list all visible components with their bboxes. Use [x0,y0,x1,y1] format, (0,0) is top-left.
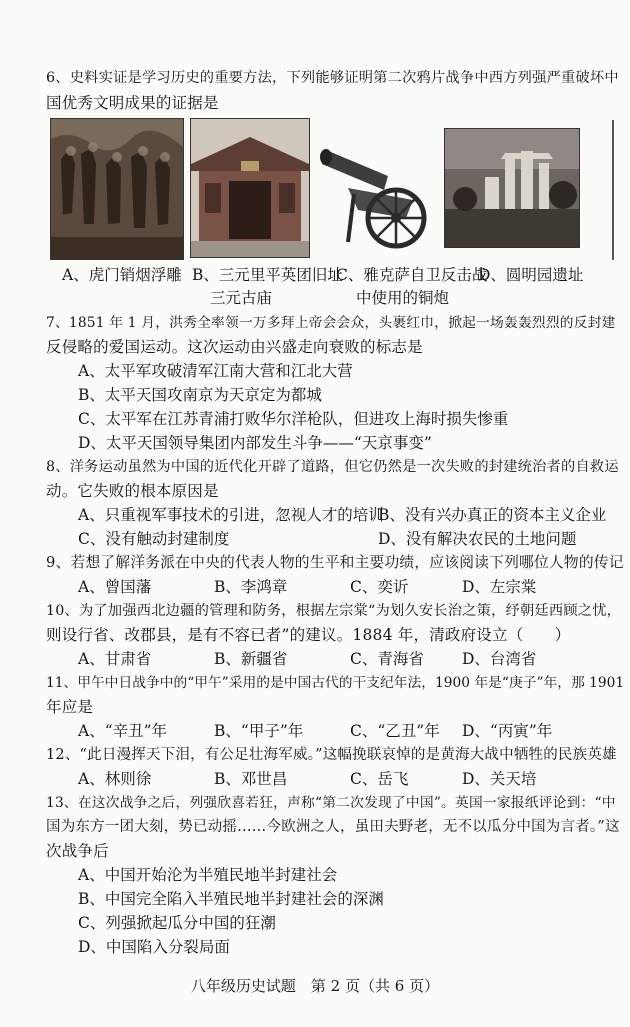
q11-stem-line1: 11、甲午中日战争中的“甲午”采用的是中国古代的干支纪年法，1900 年是“庚子”年，那 1901 [46,675,625,691]
q12-stem: 12、“此日漫挥天下泪，有公足壮海军威。”这幅挽联哀悼的是黄海大战中牺牲的民族英雄 [46,747,617,763]
q6-option-c-line2: 中使用的铜炮 [356,289,450,307]
q13-option-c: C、列强掀起瓜分中国的狂潮 [78,914,276,932]
q6-option-a: A、虎门销烟浮雕 [62,266,182,284]
q6-stem-line2: 国优秀文明成果的证据是 [46,94,219,112]
q11-option-a: A、“辛丑”年 [78,722,168,740]
q7-option-b: B、太平天国攻南京为天京定为都城 [78,386,322,404]
q6-option-d: D、圆明园遗址 [478,266,584,284]
q13-stem-line1: 13、在这次战争之后，列强欣喜若狂，声称“第二次发现了中国”。英国一家报纸评论到：“中 [46,795,616,811]
q11-option-c: C、“乙丑”年 [350,722,440,740]
q10-option-a: A、甘肃省 [78,650,152,668]
q13-stem-line3: 次战争后 [46,842,109,860]
q8-option-d: D、没有解决农民的土地问题 [378,530,577,548]
q8-option-c: C、没有触动封建制度 [78,530,230,548]
q7-option-d: D、太平天国领导集团内部发生斗争——“天京事变” [78,434,432,452]
q11-option-d: D、“丙寅”年 [462,722,553,740]
q6-option-b-line2: 三元古庙 [210,289,273,307]
bronze-cannon-photo [318,118,428,254]
q12-option-b: B、邓世昌 [214,770,288,788]
q12-option-c: C、岳飞 [350,770,409,788]
ancient-temple-photo [190,118,310,258]
q9-option-a: A、曾国藩 [78,578,152,596]
q8-stem-line1: 8、洋务运动虽然为中国的近代化开辟了道路，但它仍然是一次失败的封建统治者的自救运 [46,459,619,475]
q8-stem-line2: 动。它失败的根本原因是 [46,482,219,500]
q9-stem: 9、若想了解洋务派在中央的代表人物的生平和主要功绩，应该阅读下列哪位人物的传记 [46,554,624,571]
q12-option-d: D、关天培 [462,770,537,788]
q13-option-d: D、中国陷入分裂局面 [78,938,230,956]
q13-stem-line2: 国为东方一团大刻，势已动摇……今欧洲之人，虽田夫野老，无不以瓜分中国为言者。”这 [46,819,620,835]
q11-stem-line2: 年应是 [46,698,94,716]
page-footer: 八年级历史试题 第 2 页（共 6 页） [190,977,440,995]
q10-option-c: C、青海省 [350,650,424,668]
q9-option-b: B、李鸿章 [214,578,288,596]
q8-option-b: B、没有兴办真正的资本主义企业 [378,506,607,524]
q10-stem-line1: 10、为了加强西北边疆的管理和防务，根据左宗棠“为划久安长治之策，纾朝廷西顾之忧， [46,603,622,619]
scan-edge-line [612,120,614,260]
q8-option-a: A、只重视军事技术的引进，忽视人才的培训 [78,506,384,524]
q10-option-b: B、新疆省 [214,650,288,668]
q7-stem-line1: 7、1851 年 1 月，洪秀全率领一万多拜上帝会会众，头裹红巾，掀起一场轰轰烈烈的反封建 [46,315,616,331]
relief-sculpture-photo [50,118,184,260]
q13-option-b: B、中国完全陷入半殖民地半封建社会的深渊 [78,890,384,908]
q7-option-c: C、太平军在江苏青浦打败华尔洋枪队，但进攻上海时损失惨重 [78,410,509,428]
q6-stem-line1: 6、史料实证是学习历史的重要方法，下列能够证明第二次鸦片战争中西方列强严重破坏中 [46,70,619,86]
q9-option-d: D、左宗棠 [462,578,537,596]
q13-option-a: A、中国开始沦为半殖民地半封建社会 [78,866,338,884]
palace-ruins-photo [444,128,580,248]
q11-option-b: B、“甲子”年 [214,722,304,740]
q6-option-b: B、三元里平英团旧址 [192,266,343,284]
q6-option-c: C、雅克萨自卫反击战 [336,266,488,284]
q9-option-c: C、奕䜣 [350,578,409,596]
q7-option-a: A、太平军攻破清军江南大营和江北大营 [78,362,353,380]
q10-option-d: D、台湾省 [462,650,537,668]
q7-stem-line2: 反侵略的爱国运动。这次运动由兴盛走向衰败的标志是 [46,338,423,356]
q12-option-a: A、林则徐 [78,770,152,788]
q10-stem-line2: 则设行省、改郡县，是有不容已者”的建议。1884 年，清政府设立（ ） [46,626,571,644]
